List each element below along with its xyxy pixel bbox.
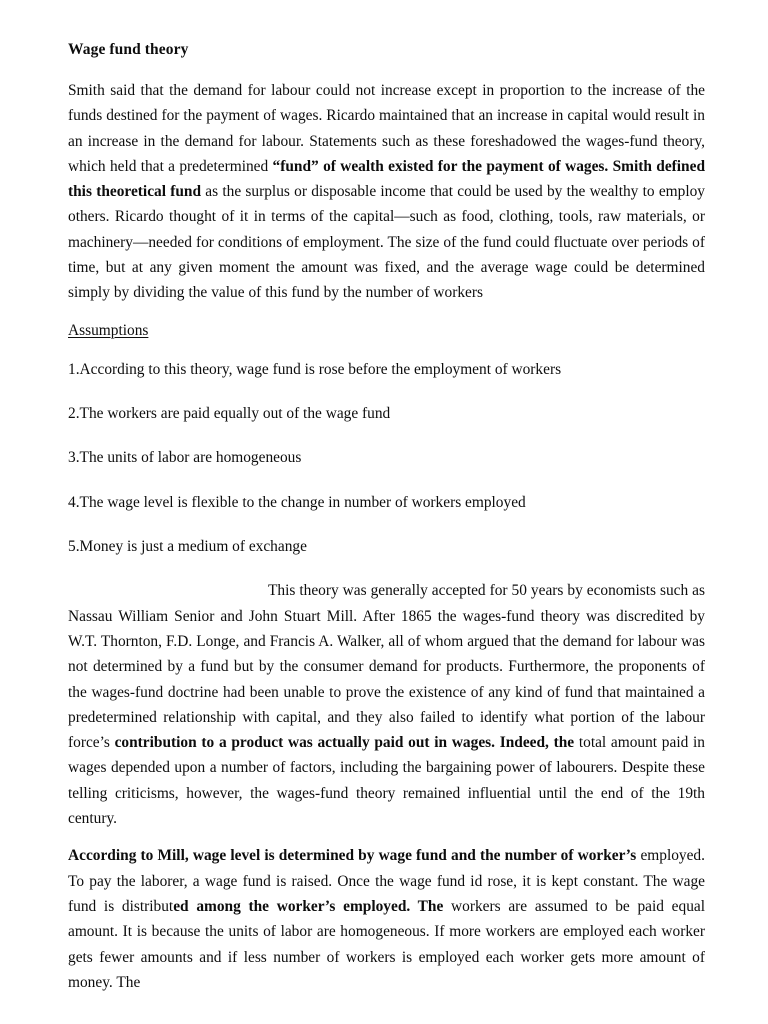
paragraph-mill-run-3-bold: ed among the worker’s employed. The	[173, 897, 444, 915]
paragraph-history-run-1: This theory was generally accepted for 50 years by economists such as Nassau William Senior and John Stuart Mill. After 1865 the wages-fund theory was discredited by W.T. Thornton, F.D. Longe, and Francis A. Walker, all of whom argued that the demand for labour was not determined by a fund but by the consumer demand for products. Furthermore, the proponents of the wages-fund doctrine had been unable to prove the existence of any kind of fund that maintained a predetermined relationship with capital, and they also failed to identify what portion of the labour force’s	[68, 582, 705, 752]
page-title: Wage fund theory	[68, 41, 189, 58]
paragraph-intro-run-1: Smith said that the demand for labour could not increase except in proportion to the increase of the funds destined for the payment of wages. Ricardo maintained that an increase in capital would result in an increase in the demand for labour. Statements such as these foreshadowed the wages-fund theory, which held that a predetermined	[68, 81, 705, 175]
list-item: 4.The wage level is flexible to the change in number of workers employed	[68, 493, 526, 511]
paragraph-mill-run-2: employed. To pay the laborer, a wage fund is raised. Once the wage fund id rose, it is kept constant. The wage fund is distribut	[68, 847, 705, 915]
list-item: 3.The units of labor are homogeneous	[68, 449, 302, 467]
paragraph-mill-run-4: workers are assumed to be paid equal amount. It is because the units of labor are homogeneous. If more workers are employed each worker gets fewer amounts and if less number of workers is employed each worker gets more amount of money. The	[68, 897, 705, 991]
list-item: 2.The workers are paid equally out of the wage fund	[68, 405, 391, 423]
list-item: 5.Money is just a medium of exchange	[68, 538, 307, 556]
paragraph-history	[68, 578, 705, 831]
paragraph-intro-run-2-bold: “fund” of wealth existed for the payment of wages. Smith defined this theoretical fund	[68, 157, 706, 201]
paragraph-intro-run-3: as the surplus or disposable income that could be used by the wealthy to employ others. Ricardo thought of it in terms of the capital—such as food, clothing, tools, raw materials, or machinery—needed for conditions of employment. The size of the fund could fluctuate over periods of time, but at any given moment the amount was fixed, and the average wage could be determined simply by dividing the value of this fund by the number of workers	[68, 183, 705, 302]
assumptions-heading: Assumptions	[68, 321, 149, 339]
paragraph-mill-run-1-bold: According to Mill, wage level is determined by wage fund and the number of worker’s	[68, 847, 637, 865]
list-item: 1.According to this theory, wage fund is rose before the employment of workers	[68, 360, 562, 378]
document-body	[68, 40, 705, 995]
paragraph-intro	[68, 78, 705, 306]
paragraph-history-run-2-bold: contribution to a product was actually paid out in wages. Indeed, the	[114, 734, 575, 752]
paragraph-mill	[68, 843, 705, 995]
paragraph-history-run-3: total amount paid in wages depended upon a number of factors, including the bargaining power of labourers. Despite these telling criticisms, however, the wages-fund theory remained influential until the end of the 19th century.	[68, 734, 705, 828]
